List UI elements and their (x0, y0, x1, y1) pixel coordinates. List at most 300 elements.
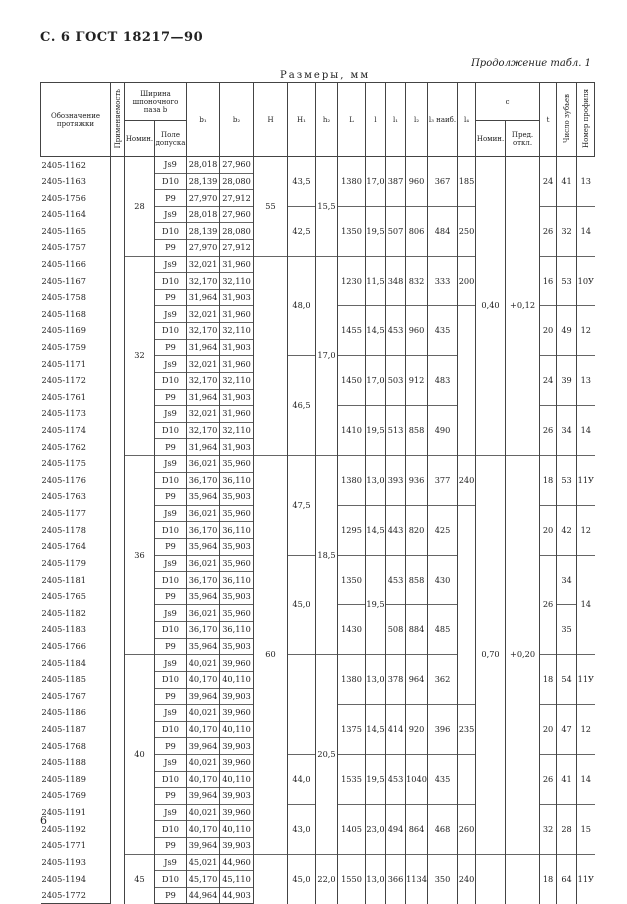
col-b2: b₂ (220, 83, 254, 157)
cell-designation: 2405-1187 (41, 721, 111, 738)
cell-l1: 513 (386, 406, 406, 456)
cell-profile: 14 (577, 406, 595, 456)
cell-b2: 31,903 (220, 389, 254, 406)
cell-designation: 2405-1767 (41, 688, 111, 705)
cell-l1: 366 (386, 854, 406, 904)
cell-tolerance: P9 (155, 788, 187, 805)
cell-tolerance: D10 (155, 223, 187, 240)
cell-b1: 40,021 (187, 705, 220, 722)
cell-teeth: 41 (557, 157, 577, 207)
cell-teeth: 35 (557, 605, 577, 655)
cell-designation: 2405-1176 (41, 472, 111, 489)
cell-t: 20 (540, 306, 557, 356)
cell-h1: 48,0 (288, 256, 316, 356)
cell-l3: 484 (428, 206, 458, 256)
cell-tolerance: Js9 (155, 804, 187, 821)
cell-b1: 31,964 (187, 339, 220, 356)
cell-b1: 32,170 (187, 372, 220, 389)
cell-l: 17,0 (366, 157, 386, 207)
cell-designation: 2405-1765 (41, 588, 111, 605)
cell-teeth: 34 (557, 555, 577, 605)
cell-b1: 45,021 (187, 854, 220, 871)
table-row (41, 854, 595, 871)
cell-teeth: 54 (557, 655, 577, 705)
cell-b1: 40,170 (187, 771, 220, 788)
cell-profile: 14 (577, 555, 595, 655)
cell-tolerance: P9 (155, 539, 187, 556)
cell-b1: 32,021 (187, 256, 220, 273)
cell-profile: 14 (577, 754, 595, 804)
cell-l1: 507 (386, 206, 406, 256)
cell-l: 13,0 (366, 455, 386, 505)
col-key-width: Ширина шпоночного паза b (125, 83, 187, 121)
cell-b2: 39,903 (220, 837, 254, 854)
cell-b2: 35,903 (220, 638, 254, 655)
cell-l1: 503 (386, 356, 406, 406)
cell-b2: 44,960 (220, 854, 254, 871)
col-l1: l₁ (386, 83, 406, 157)
cell-l: 14,5 (366, 505, 386, 555)
cell-designation: 2405-1171 (41, 356, 111, 373)
col-L: L (338, 83, 366, 157)
cell-l: 19,5 (366, 406, 386, 456)
cell-b2: 28,080 (220, 173, 254, 190)
cell-b2: 36,110 (220, 572, 254, 589)
cell-l1: 453 (386, 306, 406, 356)
cell-profile: 12 (577, 505, 595, 555)
cell-b1: 40,021 (187, 754, 220, 771)
cell-tolerance: P9 (155, 190, 187, 207)
cell-l3: 396 (428, 705, 458, 755)
cell-b1: 36,021 (187, 555, 220, 572)
cell-l3: 468 (428, 804, 458, 854)
cell-profile: 12 (577, 306, 595, 356)
cell-profile: 12 (577, 705, 595, 755)
cell-tolerance: Js9 (155, 505, 187, 522)
cell-l2: 832 (406, 256, 428, 306)
cell-tolerance: P9 (155, 339, 187, 356)
cell-b1: 36,170 (187, 472, 220, 489)
cell-tolerance: Js9 (155, 356, 187, 373)
cell-l3: 362 (428, 655, 458, 705)
cell-b2: 39,903 (220, 738, 254, 755)
cell-b1: 35,964 (187, 638, 220, 655)
cell-l4: 260 (458, 804, 476, 854)
cell-tolerance: Js9 (155, 655, 187, 672)
cell-l1: 453 (386, 754, 406, 804)
cell-profile: 14 (577, 206, 595, 256)
cell-b1: 27,970 (187, 240, 220, 257)
cell-l: 1535 (338, 754, 366, 804)
cell-designation: 2405-1179 (41, 555, 111, 572)
cell-b1: 36,021 (187, 605, 220, 622)
cell-designation: 2405-1192 (41, 821, 111, 838)
cell-l3: 483 (428, 356, 458, 406)
cell-designation: 2405-1769 (41, 788, 111, 805)
cell-b2: 39,903 (220, 788, 254, 805)
cell-b1: 27,970 (187, 190, 220, 207)
cell-teeth: 42 (557, 505, 577, 555)
cell-l4 (458, 754, 476, 804)
cell-l2: 884 (406, 605, 428, 655)
cell-profile: 10У (577, 256, 595, 306)
cell-b2: 31,903 (220, 439, 254, 456)
cell-h (254, 854, 288, 904)
cell-b1: 40,170 (187, 671, 220, 688)
cell-l3: 377 (428, 455, 458, 505)
cell-h: 55 (254, 157, 288, 257)
cell-b2: 39,960 (220, 754, 254, 771)
cell-teeth: 41 (557, 754, 577, 804)
cell-designation: 2405-1762 (41, 439, 111, 456)
cell-designation: 2405-1757 (41, 240, 111, 257)
cell-l2: 806 (406, 206, 428, 256)
cell-nom: 28 (125, 157, 155, 257)
cell-b2: 36,110 (220, 622, 254, 639)
cell-designation: 2405-1763 (41, 489, 111, 506)
cell-b2: 32,110 (220, 273, 254, 290)
cell-l: 1430 (338, 605, 366, 655)
cell-cnom (476, 854, 506, 904)
cell-tolerance: P9 (155, 588, 187, 605)
cell-l: 1455 (338, 306, 366, 356)
cell-designation: 2405-1772 (41, 887, 111, 904)
col-h2: h₂ (316, 83, 338, 157)
cell-b1: 32,021 (187, 306, 220, 323)
cell-tolerance: D10 (155, 422, 187, 439)
cell-t: 24 (540, 356, 557, 406)
cell-b2: 39,960 (220, 804, 254, 821)
cell-b1: 40,021 (187, 804, 220, 821)
cell-tolerance: P9 (155, 489, 187, 506)
cell-l: 13,0 (366, 655, 386, 705)
cell-designation: 2405-1168 (41, 306, 111, 323)
cell-b1: 35,964 (187, 539, 220, 556)
cell-tolerance: Js9 (155, 555, 187, 572)
cell-l: 1410 (338, 406, 366, 456)
cell-designation: 2405-1163 (41, 173, 111, 190)
cell-l3: 490 (428, 406, 458, 456)
cell-designation: 2405-1166 (41, 256, 111, 273)
cell-l2: 858 (406, 555, 428, 605)
cell-l2: 964 (406, 655, 428, 705)
cell-b1: 44,964 (187, 887, 220, 904)
cell-teeth: 34 (557, 406, 577, 456)
cell-b2: 32,110 (220, 422, 254, 439)
cell-tolerance: D10 (155, 572, 187, 589)
cell-b1: 39,964 (187, 688, 220, 705)
cell-l3: 425 (428, 505, 458, 555)
cell-b1: 40,021 (187, 655, 220, 672)
cell-t: 26 (540, 206, 557, 256)
cell-l4: 235 (458, 705, 476, 755)
cell-h1: 42,5 (288, 206, 316, 256)
cell-b2: 39,903 (220, 688, 254, 705)
cell-l: 11,5 (366, 256, 386, 306)
cell-h1 (288, 655, 316, 755)
cell-profile: 13 (577, 157, 595, 207)
cell-l1: 378 (386, 655, 406, 705)
cell-tolerance: P9 (155, 837, 187, 854)
cell-b1: 28,139 (187, 173, 220, 190)
cell-nom: 45 (125, 854, 155, 904)
cell-cnom: 0,70 (476, 455, 506, 854)
cell-tolerance: Js9 (155, 206, 187, 223)
cell-designation: 2405-1185 (41, 671, 111, 688)
cell-t: 16 (540, 256, 557, 306)
cell-b1: 28,139 (187, 223, 220, 240)
cell-l3: 435 (428, 306, 458, 356)
cell-b2: 35,960 (220, 605, 254, 622)
cell-tolerance: D10 (155, 273, 187, 290)
cell-l1: 453 (386, 555, 406, 605)
cell-l4: 240 (458, 854, 476, 904)
cell-teeth: 28 (557, 804, 577, 854)
cell-tolerance: Js9 (155, 256, 187, 273)
cell-profile: 11У (577, 455, 595, 505)
cell-l: 14,5 (366, 705, 386, 755)
cell-t: 32 (540, 804, 557, 854)
cell-b2: 40,110 (220, 721, 254, 738)
cell-h1: 44,0 (288, 754, 316, 804)
cell-b1: 32,021 (187, 406, 220, 423)
cell-b1: 36,170 (187, 622, 220, 639)
cell-l2: 1134 (406, 854, 428, 904)
cell-tolerance: D10 (155, 173, 187, 190)
col-H1: H₁ (288, 83, 316, 157)
cell-b2: 35,960 (220, 455, 254, 472)
cell-h1: 43,0 (288, 804, 316, 854)
col-b1: b₁ (187, 83, 220, 157)
cell-l: 13,0 (366, 854, 386, 904)
cell-h2: 22,0 (316, 854, 338, 904)
cell-h1: 45,0 (288, 854, 316, 904)
cell-b1: 40,170 (187, 721, 220, 738)
cell-profile: 15 (577, 804, 595, 854)
col-c-nominal: Номин. (476, 121, 506, 157)
cell-l2: 1040 (406, 754, 428, 804)
cell-h2: 17,0 (316, 256, 338, 455)
cell-designation: 2405-1771 (41, 837, 111, 854)
cell-b1: 39,964 (187, 738, 220, 755)
cell-designation: 2405-1764 (41, 539, 111, 556)
cell-profile: 11У (577, 854, 595, 904)
cell-tolerance: Js9 (155, 455, 187, 472)
page-number: 6 (40, 814, 47, 827)
cell-b2: 39,960 (220, 655, 254, 672)
cell-b2: 31,960 (220, 256, 254, 273)
cell-tolerance: D10 (155, 871, 187, 888)
cell-designation: 2405-1183 (41, 622, 111, 639)
cell-teeth: 49 (557, 306, 577, 356)
cell-b2: 40,110 (220, 771, 254, 788)
cell-b2: 27,960 (220, 206, 254, 223)
cell-b1: 36,021 (187, 505, 220, 522)
cell-designation: 2405-1172 (41, 372, 111, 389)
cell-tolerance: Js9 (155, 754, 187, 771)
col-c-limit: Пред. откл. (506, 121, 540, 157)
cell-tolerance: P9 (155, 738, 187, 755)
continuation-note: Продолжение табл. 1 (471, 58, 591, 69)
cell-l4: 185 (458, 157, 476, 207)
col-applicability: Применяемость (113, 88, 122, 149)
cell-teeth: 47 (557, 705, 577, 755)
cell-applicability (111, 157, 125, 904)
cell-l3: 485 (428, 605, 458, 655)
cell-b2: 45,110 (220, 871, 254, 888)
cell-b1: 32,021 (187, 356, 220, 373)
cell-b1: 28,018 (187, 157, 220, 174)
cell-b2: 28,080 (220, 223, 254, 240)
cell-tolerance: D10 (155, 671, 187, 688)
cell-l1: 414 (386, 705, 406, 755)
cell-b1: 36,170 (187, 522, 220, 539)
cell-l1: 387 (386, 157, 406, 207)
cell-tolerance: Js9 (155, 605, 187, 622)
cell-l: 1230 (338, 256, 366, 306)
cell-t: 26 (540, 406, 557, 456)
cell-h (254, 256, 288, 455)
cell-b1: 35,964 (187, 489, 220, 506)
cell-nom: 36 (125, 455, 155, 654)
cell-l: 1380 (338, 157, 366, 207)
cell-l: 1350 (338, 555, 366, 605)
cell-designation: 2405-1193 (41, 854, 111, 871)
cell-l3: 367 (428, 157, 458, 207)
cell-l1: 393 (386, 455, 406, 505)
col-teeth: Число зубьев (562, 94, 571, 143)
cell-designation: 2405-1756 (41, 190, 111, 207)
cell-tolerance: Js9 (155, 406, 187, 423)
col-profile: Номер профиля (581, 89, 590, 148)
cell-designation: 2405-1181 (41, 572, 111, 589)
table-row (41, 157, 595, 174)
cell-tolerance: P9 (155, 688, 187, 705)
cell-b1: 31,964 (187, 289, 220, 306)
cell-l: 1380 (338, 655, 366, 705)
cell-designation: 2405-1188 (41, 754, 111, 771)
cell-tolerance: D10 (155, 821, 187, 838)
cell-b2: 31,903 (220, 339, 254, 356)
cell-designation: 2405-1175 (41, 455, 111, 472)
cell-l3: 350 (428, 854, 458, 904)
cell-designation: 2405-1177 (41, 505, 111, 522)
cell-b2: 40,110 (220, 671, 254, 688)
cell-b2: 27,960 (220, 157, 254, 174)
cell-l1: 348 (386, 256, 406, 306)
cell-l4 (458, 505, 476, 704)
cell-designation: 2405-1167 (41, 273, 111, 290)
cell-b2: 39,960 (220, 705, 254, 722)
cell-teeth: 53 (557, 455, 577, 505)
cell-b2: 32,110 (220, 323, 254, 340)
cell-designation: 2405-1768 (41, 738, 111, 755)
cell-designation: 2405-1165 (41, 223, 111, 240)
cell-b2: 27,912 (220, 240, 254, 257)
cell-tolerance: D10 (155, 771, 187, 788)
table-body (41, 157, 595, 904)
col-nominal: Номин. (125, 121, 155, 157)
cell-l: 17,0 (366, 356, 386, 406)
cell-b1: 31,964 (187, 439, 220, 456)
cell-l3: 435 (428, 754, 458, 804)
col-designation: Обозначение протяжки (41, 83, 111, 157)
cell-b1: 32,170 (187, 273, 220, 290)
cell-b2: 35,960 (220, 505, 254, 522)
cell-designation: 2405-1191 (41, 804, 111, 821)
cell-b1: 36,170 (187, 572, 220, 589)
cell-l: 1295 (338, 505, 366, 555)
cell-l: 1550 (338, 854, 366, 904)
col-t: t (540, 83, 557, 157)
cell-b2: 31,960 (220, 406, 254, 423)
cell-designation: 2405-1169 (41, 323, 111, 340)
cell-l: 1450 (338, 356, 366, 406)
cell-tolerance: Js9 (155, 705, 187, 722)
cell-h1: 46,5 (288, 356, 316, 456)
cell-profile: 13 (577, 356, 595, 406)
cell-b2: 35,903 (220, 489, 254, 506)
col-H: H (254, 83, 288, 157)
cell-tolerance: D10 (155, 522, 187, 539)
cell-h1: 43,5 (288, 157, 316, 207)
cell-teeth: 32 (557, 206, 577, 256)
cell-l4 (458, 306, 476, 455)
table-row (41, 455, 595, 472)
cell-clim (506, 854, 540, 904)
cell-b2: 35,960 (220, 555, 254, 572)
cell-l2: 912 (406, 356, 428, 406)
cell-profile: 11У (577, 655, 595, 705)
cell-t: 26 (540, 555, 557, 655)
cell-designation: 2405-1759 (41, 339, 111, 356)
cell-tolerance: D10 (155, 472, 187, 489)
cell-b1: 32,170 (187, 422, 220, 439)
cell-tolerance: D10 (155, 622, 187, 639)
page-header: С. 6 ГОСТ 18217—90 (40, 30, 204, 45)
cell-l2: 864 (406, 804, 428, 854)
cell-tolerance: D10 (155, 323, 187, 340)
cell-h2: 15,5 (316, 157, 338, 257)
cell-designation: 2405-1162 (41, 157, 111, 174)
cell-b2: 35,903 (220, 539, 254, 556)
cell-t: 26 (540, 754, 557, 804)
cell-tolerance: P9 (155, 389, 187, 406)
cell-b1: 36,021 (187, 455, 220, 472)
cell-teeth: 39 (557, 356, 577, 406)
cell-l4: 250 (458, 206, 476, 256)
cell-t: 20 (540, 505, 557, 555)
cell-tolerance: P9 (155, 439, 187, 456)
cell-teeth: 53 (557, 256, 577, 306)
cell-designation: 2405-1189 (41, 771, 111, 788)
cell-designation: 2405-1186 (41, 705, 111, 722)
col-l3: l₃ наиб. (428, 83, 458, 157)
cell-b2: 31,960 (220, 356, 254, 373)
cell-cnom: 0,40 (476, 157, 506, 456)
col-c: c (476, 83, 540, 121)
cell-l2: 858 (406, 406, 428, 456)
cell-designation: 2405-1184 (41, 655, 111, 672)
sizes-caption: Размеры, мм (280, 70, 371, 81)
col-tolerance: Поле допуска (155, 121, 187, 157)
cell-tolerance: Js9 (155, 306, 187, 323)
cell-nom: 32 (125, 256, 155, 455)
cell-tolerance: Js9 (155, 854, 187, 871)
cell-designation: 2405-1178 (41, 522, 111, 539)
col-l4: l₄ (458, 83, 476, 157)
cell-t: 18 (540, 854, 557, 904)
